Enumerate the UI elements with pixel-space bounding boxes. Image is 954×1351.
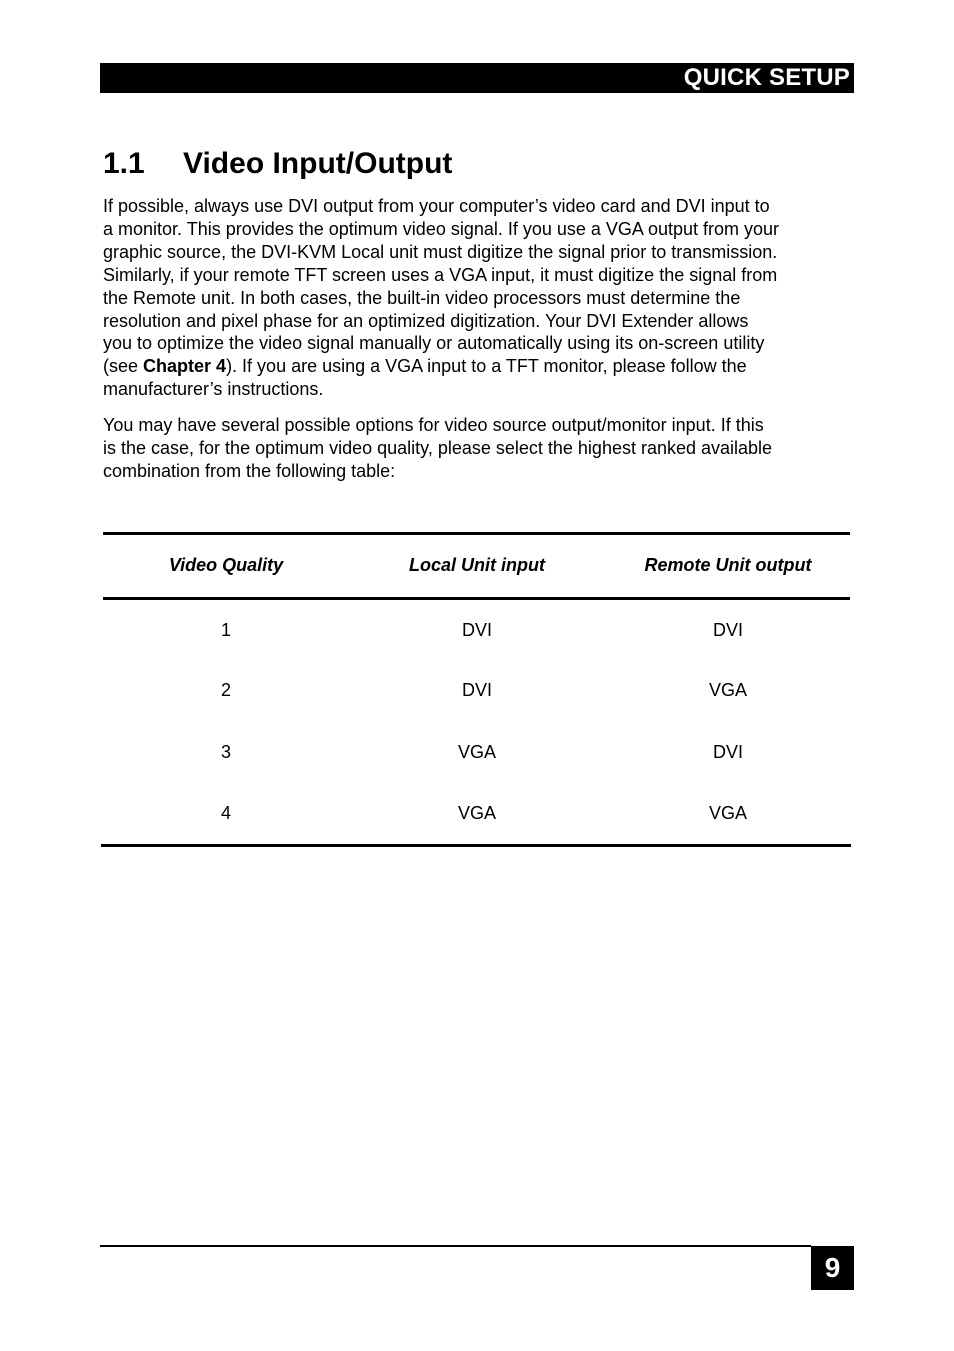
text-line: graphic source, the DVI-KVM Local unit must digitize the signal prior to transmission.: [103, 241, 778, 262]
text-run: (see: [103, 356, 144, 377]
table-cell: 3: [220, 742, 231, 762]
table-cell: DVI: [712, 742, 743, 762]
text-line: resolution and pixel phase for an optimized digitization. Your DVI Extender allows: [103, 310, 749, 331]
table-cell: 1: [220, 620, 231, 640]
options-paragraph: [103, 414, 855, 483]
text-line: manufacturer’s instructions.: [103, 379, 324, 400]
intro-paragraph: [103, 195, 855, 401]
table-cell: VGA: [708, 680, 747, 700]
header-bar: [100, 63, 854, 93]
table-cell: 2: [220, 680, 231, 700]
table-cell: DVI: [712, 620, 743, 640]
section-number: 1.1: [103, 147, 145, 180]
text-line: a monitor. This provides the optimum video signal. If you use a VGA output from your: [103, 218, 780, 239]
table-cell: VGA: [457, 742, 496, 762]
page-number: 9: [811, 1246, 854, 1290]
table-cell: 4: [220, 803, 231, 823]
text-run: ). If you are using a VGA input to a TFT monitor, please follow the: [226, 356, 747, 377]
text-line: combination from the following table:: [103, 460, 396, 481]
table-header-rule: [103, 597, 850, 600]
section-heading: [103, 146, 452, 182]
text-line: is the case, for the optimum video quality, please select the highest ranked available: [103, 437, 773, 458]
text-line: [103, 355, 855, 378]
text-line: You may have several possible options for video source output/monitor input. If this: [103, 415, 764, 435]
header-title: QUICK SETUP: [683, 64, 850, 91]
column-header-remote-unit-output: Remote Unit output: [644, 555, 812, 575]
table-cell: DVI: [461, 680, 492, 700]
text-line: the Remote unit. In both cases, the built-in video processors must determine the: [103, 287, 741, 308]
table-bottom-rule: [101, 844, 851, 847]
table-cell: VGA: [457, 803, 496, 823]
text-line: Similarly, if your remote TFT screen uses a VGA input, it must digitize the signal from: [103, 264, 778, 285]
section-title: Video Input/Output: [183, 147, 453, 180]
column-header-local-unit-input: Local Unit input: [409, 555, 545, 575]
table-top-rule: [103, 532, 850, 535]
footer-rule: [100, 1245, 811, 1247]
column-header-video-quality: Video Quality: [168, 555, 284, 575]
text-line: you to optimize the video signal manually or automatically using its on-screen utility: [103, 333, 765, 354]
text-line: If possible, always use DVI output from your computer’s video card and DVI input to: [103, 196, 770, 216]
chapter-reference: Chapter 4: [143, 356, 227, 377]
table-cell: DVI: [461, 620, 492, 640]
table-cell: VGA: [708, 803, 747, 823]
